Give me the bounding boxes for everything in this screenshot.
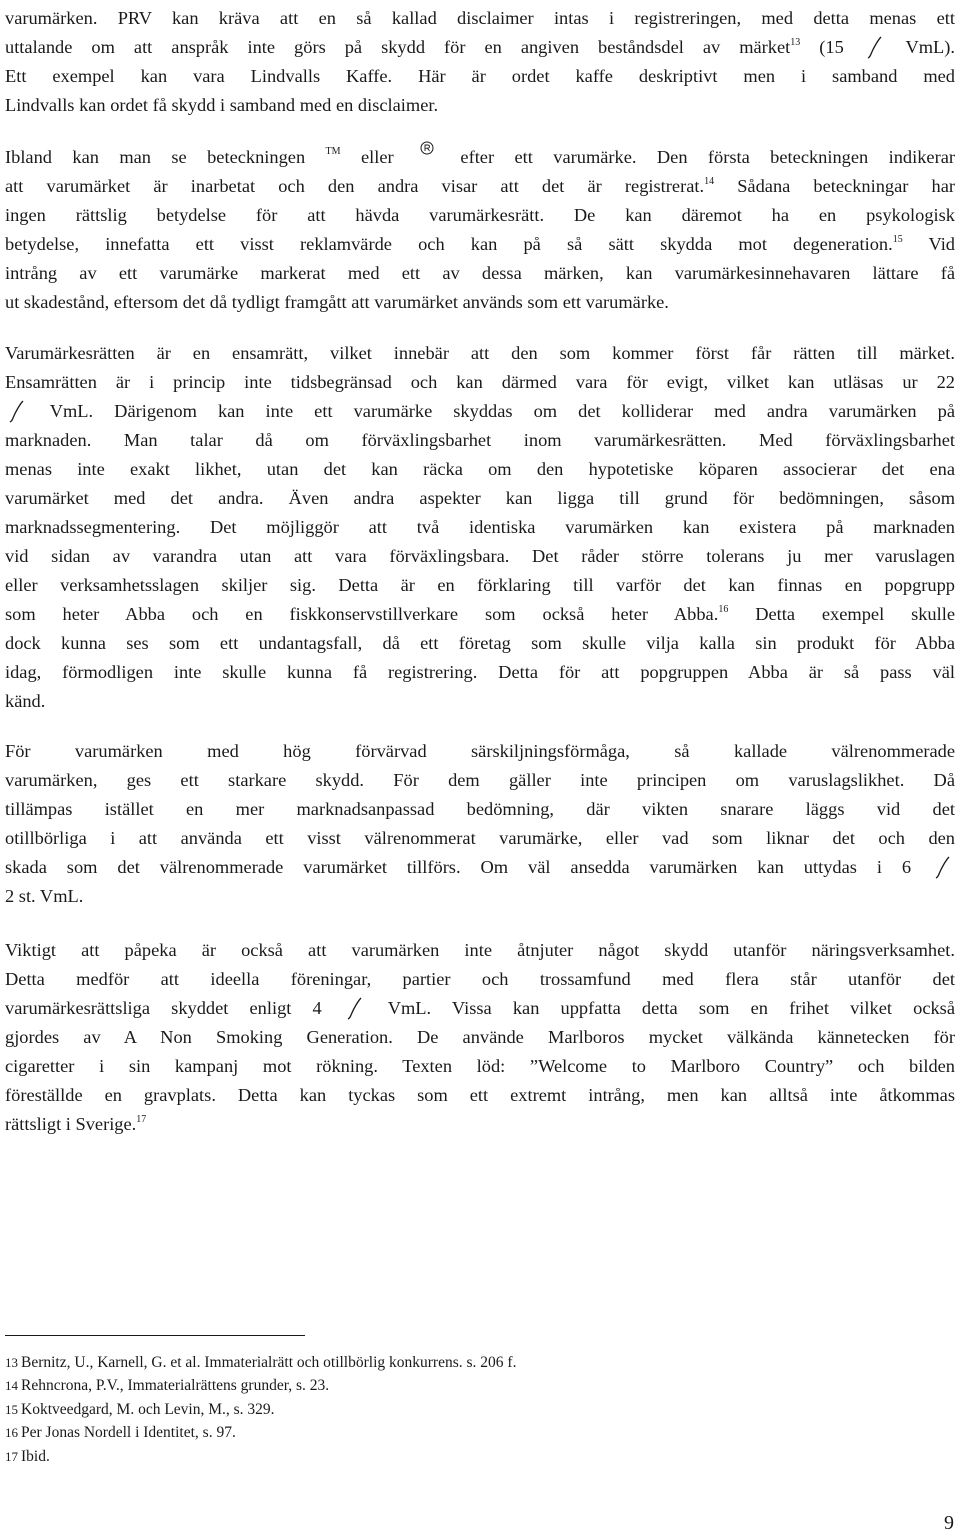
text-line — [5, 882, 955, 911]
text-segment: Ensamrätten är i princip inte tidsbegränsad och kan därmed vara för evigt, vilket kan utläsas ur 22 — [5, 372, 955, 392]
text-segment: varumärken, ges ett starkare skydd. För dem gäller inte principen om varuslagslikhet. Då — [5, 770, 955, 790]
text-segment: skada som det välrenommerade varumärket tillförs. Om väl ansedda varumärken kan uttydas i 6 — [5, 857, 931, 877]
paragraph — [5, 737, 955, 911]
footnote — [5, 1445, 805, 1468]
trademark-symbol: TM — [325, 146, 341, 157]
text-segment: Vid — [902, 234, 955, 254]
section-sign-icon — [9, 399, 25, 423]
footnote — [5, 1351, 805, 1374]
text-line — [5, 936, 955, 965]
text-segment: intrång av ett varumärke markerat med ett av dessa märken, kan varumärkesinnehavaren lättare få — [5, 263, 955, 283]
text-segment: eller — [340, 147, 415, 167]
footnote-number: 13 — [5, 1355, 18, 1370]
text-line — [5, 737, 955, 766]
text-segment: varumärket med det andra. Även andra aspekter kan ligga till grund för bedömningen, såsom — [5, 488, 955, 508]
text-line — [5, 397, 955, 426]
text-segment: Varumärkesrätten är en ensamrätt, vilket innebär att den som kommer först får rätten till märket. — [5, 343, 955, 363]
text-line — [5, 368, 955, 397]
section-sign-icon — [935, 855, 951, 879]
paragraph — [5, 936, 955, 1139]
page-number: 9 — [944, 1512, 954, 1534]
text-line — [5, 62, 955, 91]
footnote-reference[interactable]: 15 — [892, 234, 903, 245]
text-line — [5, 288, 955, 317]
text-segment: efter ett varumärke. Den första beteckningen indikerar — [440, 147, 955, 167]
text-segment: otillbörliga i att använda ett visst välrenommerat varumärke, eller vad som liknar det och den — [5, 828, 955, 848]
text-line — [5, 600, 955, 629]
footnote-reference[interactable]: 17 — [136, 1114, 147, 1125]
footnote-text: Ibid. — [21, 1447, 50, 1465]
text-segment: menas inte exakt likhet, utan det kan räcka om den hypotetiske köparen associerar det ena — [5, 459, 955, 479]
text-segment: Viktigt att påpeka är också att varumärken inte åtnjuter något skydd utanför näringsverksamhet. — [5, 940, 955, 960]
text-line — [5, 484, 955, 513]
footnote-divider — [5, 1335, 305, 1336]
text-segment: VmL. Vissa kan uppfatta detta som en frihet vilket också — [366, 998, 955, 1018]
text-line — [5, 542, 955, 571]
footnote — [5, 1398, 805, 1421]
paragraph — [5, 339, 955, 716]
text-line — [5, 571, 955, 600]
text-line — [5, 455, 955, 484]
footnote-reference[interactable]: 13 — [790, 37, 801, 48]
text-line — [5, 795, 955, 824]
text-segment: uttalande om att anspråk inte görs på skydd för en angiven beståndsdel av märket — [5, 37, 791, 57]
footnote-number: 14 — [5, 1378, 18, 1394]
text-line — [5, 339, 955, 368]
footnote-text: Per Jonas Nordell i Identitet, s. 97. — [21, 1424, 236, 1442]
text-line — [5, 172, 955, 201]
text-segment: rättsligt i Sverige. — [5, 1114, 137, 1134]
text-line — [5, 1081, 955, 1110]
text-segment: (15 — [800, 37, 863, 57]
text-segment: 2 st. VmL. — [5, 886, 84, 906]
text-segment: Ett exempel kan vara Lindvalls Kaffe. Här är ordet kaffe deskriptivt men i samband med — [5, 66, 955, 86]
footnote-text: Bernitz, U., Karnell, G. et al. Immaterialrätt och otillbörlig konkurrens. s. 206 f. — [21, 1354, 517, 1371]
text-line — [5, 658, 955, 687]
text-segment: varumärkesrättsliga skyddet enligt 4 — [5, 998, 343, 1018]
text-line — [5, 853, 955, 882]
text-segment: varumärken. PRV kan kräva att en så kallad disclaimer intas i registreringen, med detta menas ett — [5, 8, 955, 28]
text-line — [5, 91, 955, 120]
paragraph — [5, 4, 955, 120]
footnote-reference[interactable]: 16 — [718, 604, 729, 615]
text-line — [5, 141, 955, 172]
footnote — [5, 1421, 805, 1444]
text-segment: idag, förmodligen inte skulle kunna få registrering. Detta för att popgruppen Abba är så pass väl — [5, 662, 955, 682]
footnote-number: 16 — [5, 1425, 18, 1441]
text-segment: vid sidan av varandra utan att vara förväxlingsbara. Det råder större tolerans ju mer varuslagen — [5, 546, 955, 566]
text-line — [5, 1023, 955, 1052]
text-segment: betydelse, innefatta ett visst reklamvärde och kan på så sätt skydda mot degeneration. — [5, 234, 893, 254]
text-segment: marknadssegmentering. Det möjliggör att två identiska varumärken kan existera på marknaden — [5, 517, 955, 537]
text-segment: Ibland kan man se beteckningen — [5, 147, 326, 167]
paragraph — [5, 141, 955, 317]
text-line — [5, 687, 955, 716]
text-line — [5, 766, 955, 795]
text-segment: Lindvalls kan ordet få skydd i samband med en disclaimer. — [5, 95, 439, 115]
footnote-reference[interactable]: 14 — [704, 176, 715, 187]
text-segment: Detta medför att ideella föreningar, partier och trossamfund med flera står utanför det — [5, 969, 955, 989]
text-segment: föreställde en gravplats. Detta kan tyckas som ett extremt intrång, men kan alltså inte åtkommas — [5, 1085, 955, 1105]
section-sign-icon — [867, 35, 883, 59]
text-segment: marknaden. Man talar då om förväxlingsbarhet inom varumärkesrätten. Med förväxlingsbarhet — [5, 430, 955, 450]
registered-icon — [420, 141, 434, 155]
footnote-text: Koktveedgard, M. och Levin, M., s. 329. — [21, 1400, 275, 1418]
text-segment: ingen rättslig betydelse för att hävda varumärkesrätt. De kan däremot ha en psykologisk — [5, 205, 955, 225]
text-line — [5, 33, 955, 62]
text-line — [5, 1110, 955, 1139]
text-segment: dock kunna ses som ett undantagsfall, då ett företag som skulle vilja kalla sin produkt för Abba — [5, 633, 955, 653]
text-segment: För varumärken med hög förvärvad särskiljningsförmåga, så kallade välrenommerade — [5, 741, 955, 761]
text-segment: känd. — [5, 691, 46, 711]
text-line — [5, 824, 955, 853]
footnote-text: Rehncrona, P.V., Immaterialrättens grunder, s. 23. — [21, 1377, 330, 1395]
footnote-number: 15 — [5, 1401, 18, 1417]
text-line — [5, 259, 955, 288]
text-line — [5, 1052, 955, 1081]
text-line — [5, 426, 955, 455]
text-line — [5, 629, 955, 658]
footnote — [5, 1374, 805, 1397]
text-segment: cigaretter i sin kampanj mot rökning. Texten löd: ”Welcome to Marlboro Country” och bilden — [5, 1056, 955, 1076]
text-segment: tillämpas istället en mer marknadsanpassad bedömning, där vikten snarare läggs vid det — [5, 799, 955, 819]
footnotes — [5, 1351, 805, 1468]
text-line — [5, 230, 955, 259]
text-segment: VmL). — [886, 37, 955, 57]
text-line — [5, 201, 955, 230]
text-segment: eller verksamhetsslagen skiljer sig. Detta är en förklaring till varför det kan finnas en popgrupp — [5, 575, 955, 595]
text-line — [5, 994, 955, 1023]
text-segment: Sådana beteckningar har — [714, 176, 956, 196]
text-segment: Detta exempel skulle — [728, 604, 956, 624]
text-segment: VmL. Därigenom kan inte ett varumärke skyddas om det kolliderar med andra varumärken på — [29, 401, 955, 421]
footnote-number: 17 — [5, 1448, 18, 1464]
text-line — [5, 4, 955, 33]
text-segment: ut skadestånd, eftersom det då tydligt framgått att varumärket används som ett varumärke. — [5, 292, 669, 312]
section-sign-icon — [347, 996, 363, 1020]
text-line — [5, 965, 955, 994]
text-segment: gjordes av A Non Smoking Generation. De använde Marlboros mycket välkända kännetecken för — [5, 1027, 955, 1047]
text-line — [5, 513, 955, 542]
text-segment: att varumärket är inarbetat och den andra visar att det är registrerat. — [5, 176, 705, 196]
text-segment: som heter Abba och en fiskkonservstillverkare som också heter Abba. — [5, 604, 719, 624]
